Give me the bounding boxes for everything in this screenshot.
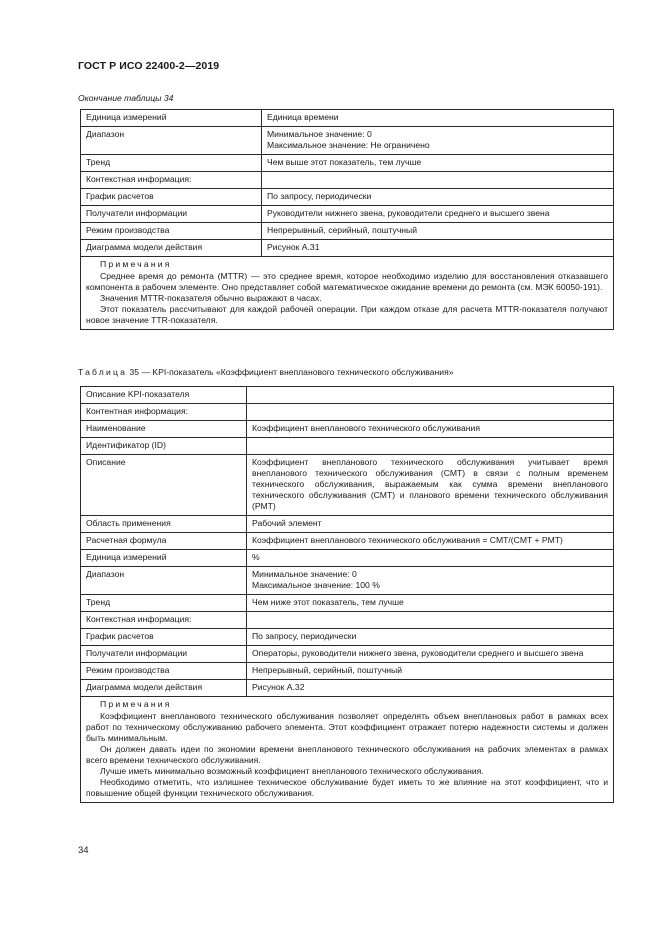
note-paragraph: Среднее время до ремонта (MTTR) — это среднее время, которое необходимо изделию для восстановления отказавшего компонента в рабочем элементе. Оно представляет собой математическое ожидание времени до ремонта (см. МЭК 60050-191). <box>86 271 608 292</box>
row-value: Рабочий элемент <box>247 516 614 533</box>
row-label: Тренд <box>81 595 247 612</box>
row-value <box>247 438 614 455</box>
note-paragraph: Этот показатель рассчитывают для каждой рабочей операции. При каждом отказе для расчета MTTR-показателя получают новое значение TTR-показателя. <box>86 304 608 325</box>
row-label: Диаграмма модели действия <box>81 240 262 257</box>
table-row <box>81 629 614 646</box>
range-min: Минимальное значение: 0 <box>252 569 357 579</box>
table-row <box>81 612 614 629</box>
row-value <box>247 612 614 629</box>
table-35 <box>80 386 614 803</box>
table-row <box>81 533 614 550</box>
table-row <box>81 567 614 595</box>
row-label: Описание KPI-показателя <box>81 387 247 404</box>
row-value: % <box>247 550 614 567</box>
row-value: Операторы, руководители нижнего звена, руководители среднего и высшего звена <box>247 646 614 663</box>
table-row <box>81 595 614 612</box>
standard-title: ГОСТ Р ИСО 22400-2—2019 <box>78 60 220 72</box>
note-paragraph: Лучше иметь минимально возможный коэффициент внепланового технического обслуживания. <box>100 766 484 776</box>
row-label: Контекстная информация: <box>81 172 262 189</box>
table-row <box>81 516 614 533</box>
row-value <box>247 567 614 595</box>
notes-title: Примечания <box>100 699 172 709</box>
row-value <box>247 404 614 421</box>
note-paragraph: Он должен давать идеи по экономии времени внепланового технического обслуживания на рабочих элементах в рамках всего времени технического обслуживания. <box>86 744 608 765</box>
notes-row <box>81 697 614 803</box>
row-label: Диапазон <box>81 127 262 155</box>
table-35-caption <box>78 367 454 377</box>
row-label: Идентификатор (ID) <box>81 438 247 455</box>
table-row <box>81 127 614 155</box>
row-value: Единица времени <box>262 110 614 127</box>
table-row <box>81 646 614 663</box>
note-paragraph: Коэффициент внепланового технического обслуживания позволяет определять объем внеплановых работ в рамках всех работ по техническому обслуживанию рабочего элемента. Этот коэффициент отражает потерю надежности системы и должен быть минимальным. <box>86 711 608 743</box>
row-label: Единица измерений <box>81 550 247 567</box>
row-value: По запросу, периодически <box>247 629 614 646</box>
table-row <box>81 387 614 404</box>
table-34 <box>80 109 614 330</box>
row-value: Коэффициент внепланового технического обслуживания <box>247 421 614 438</box>
note-paragraph: Значения MTTR-показателя обычно выражают в часах. <box>100 293 322 303</box>
table-caption-text: 35 — KPI-показатель «Коэффициент внепланового технического обслуживания» <box>129 367 454 377</box>
row-value <box>262 127 614 155</box>
row-value: Коэффициент внепланового технического обслуживания учитывает время внепланового технического обслуживания (СМТ) в связи с полным временем технического обслуживания, выражаемым как сумма времени внепланового технического обслуживания (СМТ) и планового времени технического обслуживания (РМТ) <box>247 455 614 516</box>
table-row <box>81 438 614 455</box>
row-label: Получатели информации <box>81 206 262 223</box>
row-label: Описание <box>81 455 247 516</box>
row-label: Режим производства <box>81 663 247 680</box>
page-number: 34 <box>78 845 89 856</box>
row-value: Непрерывный, серийный, поштучный <box>247 663 614 680</box>
row-label: Контентная информация: <box>81 404 247 421</box>
table-row <box>81 110 614 127</box>
row-label: Тренд <box>81 155 262 172</box>
table-row <box>81 206 614 223</box>
notes-title: Примечания <box>100 259 172 269</box>
row-label: Единица измерений <box>81 110 262 127</box>
row-label: Область применения <box>81 516 247 533</box>
table-row <box>81 172 614 189</box>
row-value <box>247 387 614 404</box>
table-row <box>81 223 614 240</box>
notes-cell <box>81 257 614 330</box>
row-label: График расчетов <box>81 629 247 646</box>
row-label: Контекстная информация: <box>81 612 247 629</box>
row-label: Расчетная формула <box>81 533 247 550</box>
row-value: Рисунок А.32 <box>247 680 614 697</box>
row-value: Чем ниже этот показатель, тем лучше <box>247 595 614 612</box>
row-label: Диаграмма модели действия <box>81 680 247 697</box>
range-min: Минимальное значение: 0 <box>267 129 372 139</box>
table-word: Таблица <box>78 367 128 377</box>
row-value <box>262 172 614 189</box>
notes-cell <box>81 697 614 803</box>
notes-row <box>81 257 614 330</box>
row-value: Руководители нижнего звена, руководители среднего и высшего звена <box>262 206 614 223</box>
table-row <box>81 663 614 680</box>
table-row <box>81 550 614 567</box>
row-label: Получатели информации <box>81 646 247 663</box>
table-row <box>81 189 614 206</box>
table-row <box>81 421 614 438</box>
range-max: Максимальное значение: Не ограничено <box>267 140 430 150</box>
table-row <box>81 240 614 257</box>
row-value: Рисунок А.31 <box>262 240 614 257</box>
table-row <box>81 155 614 172</box>
table-row <box>81 404 614 421</box>
row-label: Наименование <box>81 421 247 438</box>
row-value: Чем выше этот показатель, тем лучше <box>262 155 614 172</box>
table-row <box>81 680 614 697</box>
row-value: Коэффициент внепланового технического обслуживания = CMT/(CMT + PMT) <box>247 533 614 550</box>
row-label: Диапазон <box>81 567 247 595</box>
row-label: Режим производства <box>81 223 262 240</box>
row-label: График расчетов <box>81 189 262 206</box>
row-value: Непрерывный, серийный, поштучный <box>262 223 614 240</box>
note-paragraph: Необходимо отметить, что излишнее техническое обслуживание будет иметь то же влияние на этот коэффициент, что и повышение общей функции технического обслуживания. <box>86 777 608 798</box>
table-row <box>81 455 614 516</box>
table-34-caption: Окончание таблицы 34 <box>78 93 174 103</box>
row-value: По запросу, периодически <box>262 189 614 206</box>
range-max: Максимальное значение: 100 % <box>252 580 380 590</box>
